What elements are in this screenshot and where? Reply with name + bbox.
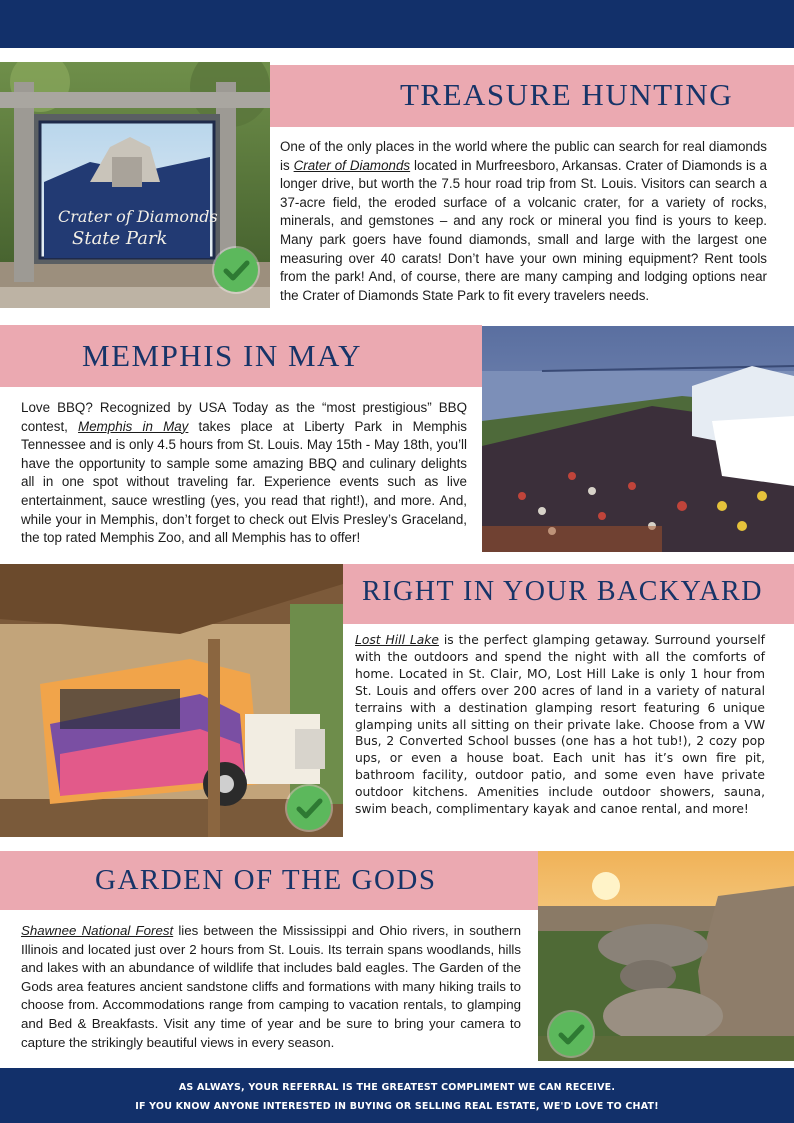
- footer-line-2: IF YOU KNOW ANYONE INTERESTED IN BUYING OR SELLING REAL ESTATE, WE'D LOVE TO CHAT!: [135, 1101, 659, 1112]
- backyard-body: [355, 632, 765, 818]
- backyard-text-after: is the perfect glamping getaway. Surround yourself with the outdoors and spend the night with all the comforts of home. Located in St. Clair, MO, Lost Hill Lake is only 1 hour from St. Louis and offers over 200 acres of land in a variety of natural terrains with a destination glamping resort featuring 6 unique glamping units all sitting on their private lake. Choose from a VW Bus, 2 Converted School busses (one has a hot tub!), 2 cozy pop ups, or even a house boat. Each unit has it’s own fire pit, bathroom facility, outdoor patio, and some even have private outdoor kitchens. Amenities include outdoor showers, sauna, swim beach, complimentary kayak and canoe rental, and more!: [355, 633, 765, 817]
- memphis-in-may-link[interactable]: Memphis in May: [78, 418, 189, 434]
- shawnee-national-forest-link[interactable]: Shawnee National Forest: [21, 923, 174, 938]
- gods-text-after: lies between the Mississippi and Ohio rivers, in southern Illinois and located just over 2 hours from St. Louis. Its terrain spans woodlands, hills and lakes with an abundance of wildlife that includes bald eagles. The Garden of the Gods area features ancient sandstone cliffs and formations with many hiking trails to choose from. Accommodations range from camping to vacation rentals, to glamping and Bed & Breakfasts. Visit any time of year and be sure to bring your camera to capture the strikingly beautiful views in every season.: [21, 923, 521, 1050]
- top-banner: [0, 0, 794, 48]
- memphis-text-after: takes place at Liberty Park in Memphis Tennessee and is only 4.5 hours from St. Louis. May 15th - May 18th, you’ll have the opportunity to sample some amazing BBQ and culinary delights all in one spot without traveling far. Experience events such as live entertainment, sauce wrestling (yes, you read that right!), and more. And, while your in Memphis, don’t forget to check out Elvis Presley’s Graceland, the top rated Memphis Zoo, and all Memphis has to offer!: [21, 418, 468, 546]
- checkmark-badge-icon: [214, 248, 258, 292]
- crater-of-diamonds-sign-photo: [0, 62, 270, 308]
- treasure-text-before: One of the only places in the world where the public can search for real diamonds is: [280, 139, 767, 173]
- footer-banner: [0, 1068, 794, 1123]
- backyard-title: RIGHT IN YOUR BACKYARD: [362, 576, 763, 607]
- treasure-text-after: located in Murfreesboro, Arkansas. Crater of Diamonds is a longer drive, but worth the 7.5 hour road trip from St. Louis. Visitors can search a 37-acre field, the eroded surface of a volcanic crater, for a variety of rocks, minerals, and gemstones – and any rock or mineral you find is yours to keep. Many park goers have found diamonds, small and large with the largest one measuring over 40 carats! Don’t have your own mining equipment? Rent tools from the park! And, of course, there are many camping and lodging options near the Crater of Diamonds State Park to fit every travelers needs.: [280, 157, 767, 303]
- footer-line-1: AS ALWAYS, YOUR REFERRAL IS THE GREATEST COMPLIMENT WE CAN RECEIVE.: [178, 1082, 616, 1093]
- glamping-school-bus-photo: [0, 564, 343, 837]
- gods-body: [21, 922, 521, 1052]
- crater-of-diamonds-link[interactable]: Crater of Diamonds: [293, 157, 411, 173]
- memphis-title: MEMPHIS IN MAY: [82, 338, 362, 373]
- garden-of-the-gods-photo: [538, 851, 794, 1061]
- memphis-festival-photo: [482, 326, 794, 552]
- memphis-body: [21, 399, 467, 548]
- memphis-text-before: Love BBQ? Recognized by USA Today as the “most prestigious” BBQ contest,: [21, 400, 467, 434]
- lost-hill-lake-link[interactable]: Lost Hill Lake: [355, 633, 439, 647]
- gods-title: GARDEN OF THE GODS: [95, 864, 437, 896]
- checkmark-badge-icon: [549, 1012, 593, 1056]
- treasure-title: TREASURE HUNTING: [400, 77, 734, 112]
- treasure-body: [280, 138, 767, 305]
- checkmark-badge-icon: [287, 786, 331, 830]
- sign-line-2: State Park: [72, 228, 168, 249]
- sign-line-1: Crater of Diamonds: [58, 207, 218, 226]
